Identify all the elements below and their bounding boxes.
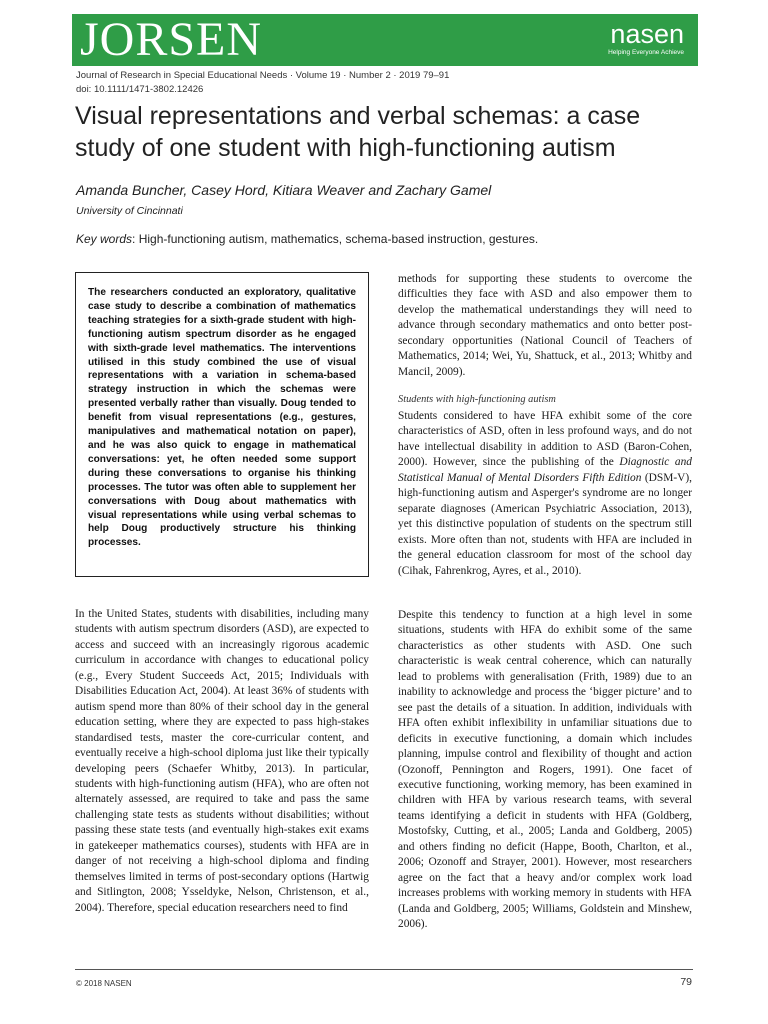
article-title: Visual representations and verbal schemas: a case study of one student with high-functioning autism — [75, 102, 641, 162]
section-subheading: Students with high-functioning autism — [398, 394, 556, 405]
right-paragraph-2 — [398, 409, 692, 579]
affiliation: University of Cincinnati — [76, 205, 183, 217]
publisher-logo: nasen — [610, 19, 684, 49]
keywords-list: : High-functioning autism, mathematics, schema-based instruction, gestures. — [132, 232, 539, 246]
abstract-text: The researchers conducted an exploratory, qualitative case study to describe a combination of mathematics teaching strategies for a sixth-grade student with high-functioning autism spectrum disorder as he engaged with sixth-grade level mathematics. The interventions utilised in this study combined the use of visual representations with a variation in schema-based strategy instruction in which the schemas were presented verbally rather than visually. Doug tended to benefit from visual representations (e.g., gestures, manipulatives and mathematical notation on paper), and he was also quick to engage in mathematical conversations: yet, he often needed some support during these conversations to organise his thinking processes. The tutor was often able to supplement her conversations with Doug about mathematics with visual representations while using verbal schemas to help Doug productively structure his thinking processes. — [88, 287, 356, 549]
doi[interactable]: doi: 10.1111/1471-3802.12426 — [76, 84, 204, 95]
publisher-tagline: Helping Everyone Achieve — [608, 49, 684, 56]
right-paragraph-1: methods for supporting these students to overcome the difficulties they face with ASD and also empower them to develop the mathematical understandings they will need to advance through secondary mathematics and onto better post-secondary opportunities (National Council of Teachers of Mathematics, 2014; Wei, Yu, Shattuck, et al., 2013; Whitby and Mancil, 2009). — [398, 273, 692, 378]
body-right-paragraph-1 — [398, 272, 692, 380]
body-right-paragraph-3 — [398, 608, 692, 933]
manual-title: Diagnostic and Statistical Manual of Mental Disorders Fifth Edition — [398, 456, 692, 484]
body-right-paragraph-2 — [398, 409, 692, 579]
journal-citation: Journal of Research in Special Educational Needs · Volume 19 · Number 2 · 2019 79–91 — [76, 70, 450, 81]
right-paragraph-3: Despite this tendency to function at a high level in some situations, students with HFA do exhibit some of the same characteristics as other students with ASD. One such characteristic is weak central coherence, which can naturally lead to problems with generalisation (Frith, 1989) due to an inability to acknowledge and process the ‘bigger picture’ and to see past the details of a situation. In addition, individuals with HFA often exhibit inflexibility in unfamiliar situations due to deficits in executive functioning, a domain which includes planning, impulse control and flexibility of thought and action (Ozonoff, Pennington and Rogers, 1991). One facet of executive functioning, working memory, has been examined in children with HFA by various research teams, with several teams identifying a deficit in students with HFA (Goldberg, Mostofsky, Cutting, et al., 2005; Landa and Goldberg, 2005) and others finding no deficit (Happe, Booth, Charlton, et al., 2006; Ozonoff and Strayer, 2001). However, most researchers agree on the fact that a heavy and/or complex work load increases problems with working memory in students with HFA (Landa and Goldberg, 2005; Williams, Goldstein and Minshew, 2006). — [398, 609, 692, 931]
journal-banner — [72, 14, 698, 66]
authors: Amanda Buncher, Casey Hord, Kitiara Weaver and Zachary Gamel — [76, 182, 492, 198]
intro-paragraph: In the United States, students with disabilities, including many students with autism spectrum disorders (ASD), are expected to access and succeed with an increasingly rigorous academic curriculum in accordance with changes to educational policy (e.g., Every Student Succeeds Act, 2015; Individuals with Disabilities Education Act, 2004). At least 36% of students with autism spend more than 80% of their school day in the general education setting, where they are expected to pass high-stakes standardised tests, master the core-curricular content, and eventually receive a high-school diploma just like their typically developing peers (Schaefer Whitby, 2013). In particular, students with high-functioning autism (HFA), who are often not alternately assessed, are required to take and pass the same challenging state tests as students without disabilities; without passing these state tests (and eventually high-stakes exit exams in gatekeeper mathematics courses), students with HFA are in danger of not receiving a high-school diploma and finding themselves limited in terms of post-secondary options (Hartwig and Sitlington, 2008; Ysseldyke, Nelson, Christenson, et al., 2004). Therefore, special education researchers need to find — [75, 608, 369, 914]
journal-logo: JORSEN — [80, 13, 263, 66]
abstract-box — [75, 272, 369, 577]
right-paragraph-2-end: (DSM-V), high-functioning autism and Asperger's syndrome are no longer separate diagnoses (American Psychiatric Association, 2013), yet this distinctive population of students on the spectrum still exists. More often than not, students with HFA are included in the general education classroom for most of the school day (Cihak, Fahrenkrog, Ayres, et al., 2010). — [398, 471, 692, 577]
right-paragraph-2-start: Students considered to have HFA exhibit some of the core characteristics of ASD, often in less profound ways, and do not have intellectual disability in addition to ASD (Baron-Cohen, 2000). However, since the publishing of the — [398, 410, 692, 469]
keywords — [76, 232, 538, 246]
keywords-label: Key words — [76, 232, 133, 246]
page-number: 79 — [680, 976, 692, 988]
body-left-column — [75, 607, 369, 916]
copyright: © 2018 NASEN — [76, 979, 132, 988]
footer-divider — [75, 969, 693, 970]
